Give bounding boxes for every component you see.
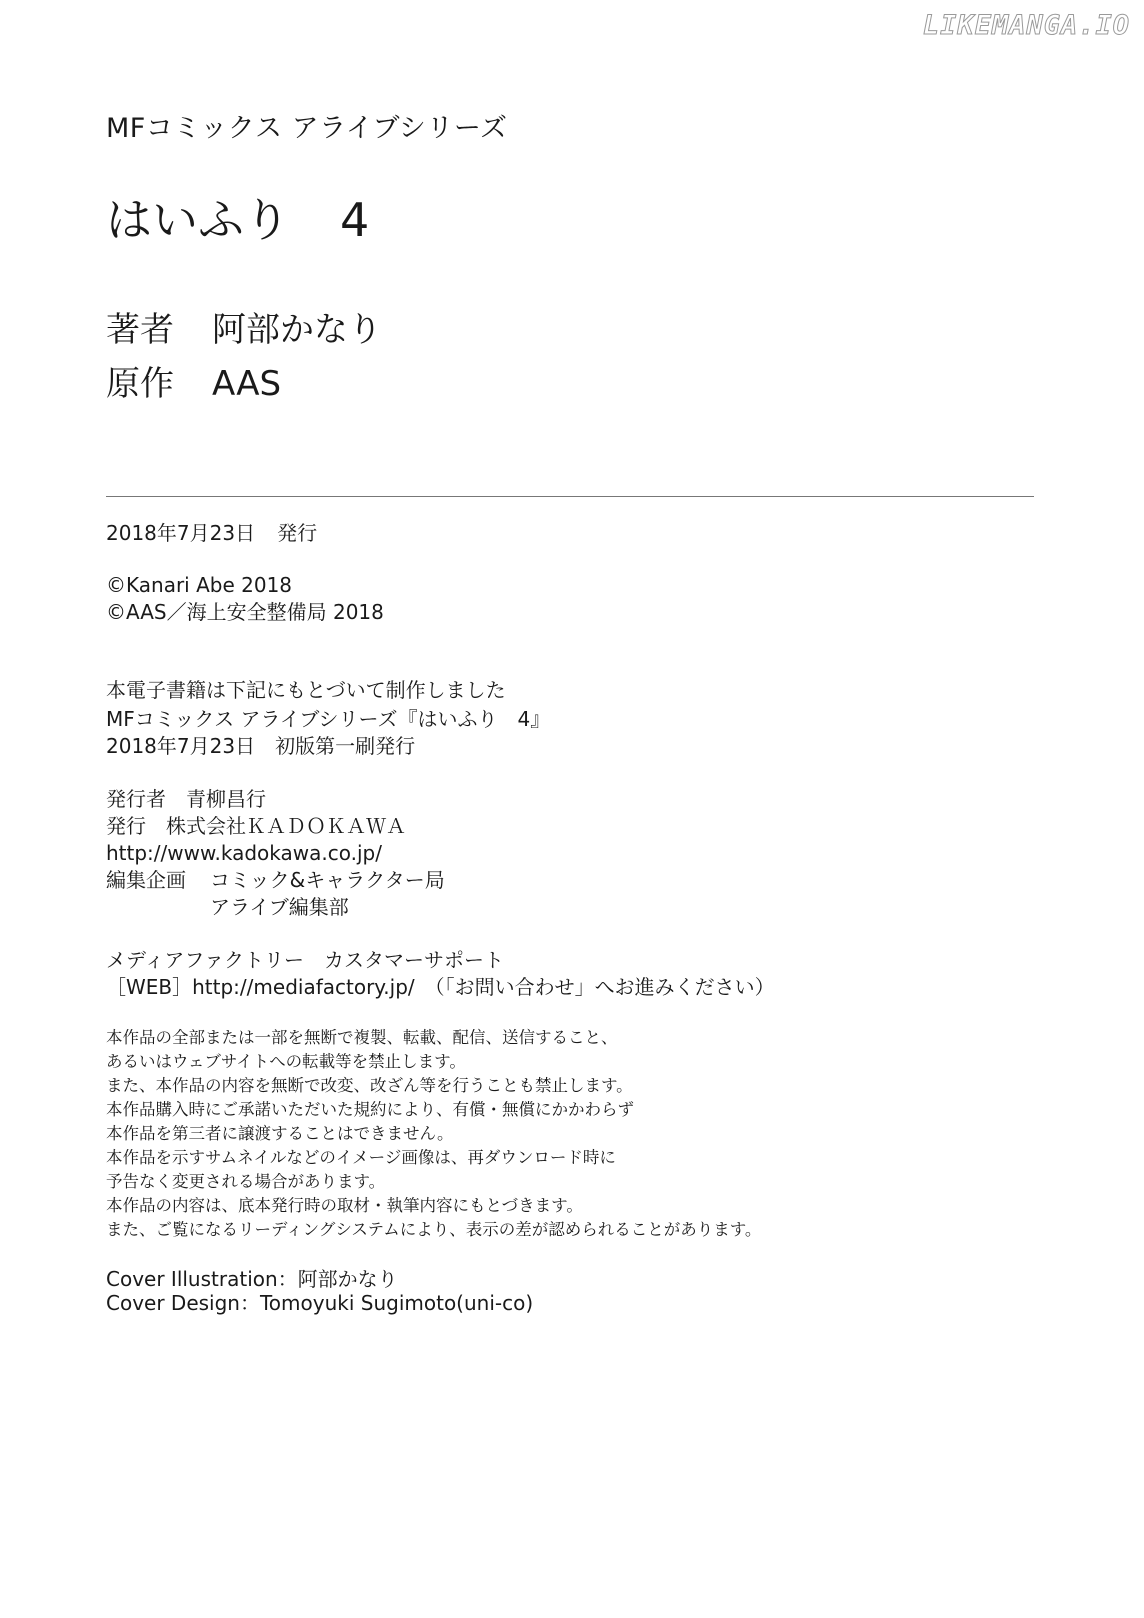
publication-date: 2018年7月23日 <box>106 521 256 545</box>
cover-credit: Cover Illustration：阿部かなり <box>106 1267 398 1291</box>
credit-value: AAS <box>212 364 282 404</box>
site-watermark: LIKEMANGA.IO <box>922 10 1130 41</box>
notice-line: 本作品を第三者に譲渡することはできません。 <box>106 1124 454 1143</box>
notice-line: また、本作品の内容を無断で改変、改ざん等を行うことも禁止します。 <box>106 1076 633 1095</box>
editorial-line <box>106 867 445 893</box>
editorial-label: 編集企画 <box>106 868 186 892</box>
support-web: ［WEB］http://mediafactory.jp/ （「お問い合わせ」へお進みください） <box>106 975 775 999</box>
credit-original <box>106 356 281 405</box>
publisher-line <box>106 786 266 812</box>
title-text: はいふり <box>106 193 290 247</box>
issuer-line <box>106 813 406 839</box>
ebook-note-line: MFコミックス アライブシリーズ『はいふり 4』 <box>106 707 551 731</box>
credit-author <box>106 302 382 351</box>
publisher-name: 青柳昌行 <box>186 787 266 811</box>
publisher-url: http://www.kadokawa.co.jp/ <box>106 841 382 865</box>
notice-line: あるいはウェブサイトへの転載等を禁止します。 <box>106 1052 466 1071</box>
cover-credit: Cover Design：Tomoyuki Sugimoto(uni-co) <box>106 1291 534 1315</box>
notice-line: 本作品を示すサムネイルなどのイメージ画像は、再ダウンロード時に <box>106 1148 616 1167</box>
copyright-line: ©Kanari Abe 2018 <box>106 573 293 597</box>
ebook-note-line: 本電子書籍は下記にもとづいて制作しました <box>106 678 506 702</box>
credit-label: 原作 <box>106 364 174 404</box>
credit-value: 阿部かなり <box>212 310 382 350</box>
publication-action: 発行 <box>277 521 318 545</box>
issuer-label: 発行 <box>106 814 146 838</box>
notice-line: 本作品の全部または一部を無断で複製、転載、配信、送信すること、 <box>106 1028 618 1047</box>
series-name: MFコミックス アライブシリーズ <box>106 113 508 144</box>
copyright-line: ©AAS／海上安全整備局 2018 <box>106 600 384 624</box>
editorial-subdept: アライブ編集部 <box>210 895 349 919</box>
notice-line: 本作品購入時にご承諾いただいた規約により、有償・無償にかかわらず <box>106 1100 634 1119</box>
volume-number: 4 <box>340 193 370 247</box>
notice-line: 本作品の内容は、底本発行時の取材・執筆内容にもとづきます。 <box>106 1196 583 1215</box>
notice-line: 予告なく変更される場合があります。 <box>106 1172 386 1191</box>
ebook-note-line: 2018年7月23日 初版第一刷発行 <box>106 734 416 758</box>
credit-label: 著者 <box>106 310 174 350</box>
notice-line: また、ご覧になるリーディングシステムにより、表示の差が認められることがあります。 <box>106 1220 762 1239</box>
issuer-name: 株式会社ＫＡＤＯＫＡＷＡ <box>166 814 406 838</box>
support-title: メディアファクトリー カスタマーサポート <box>106 948 504 972</box>
book-title <box>106 184 369 250</box>
editorial-dept: コミック&キャラクター局 <box>210 868 445 892</box>
publisher-label: 発行者 <box>106 787 166 811</box>
divider <box>106 496 1034 497</box>
publication-date-line <box>106 520 317 546</box>
